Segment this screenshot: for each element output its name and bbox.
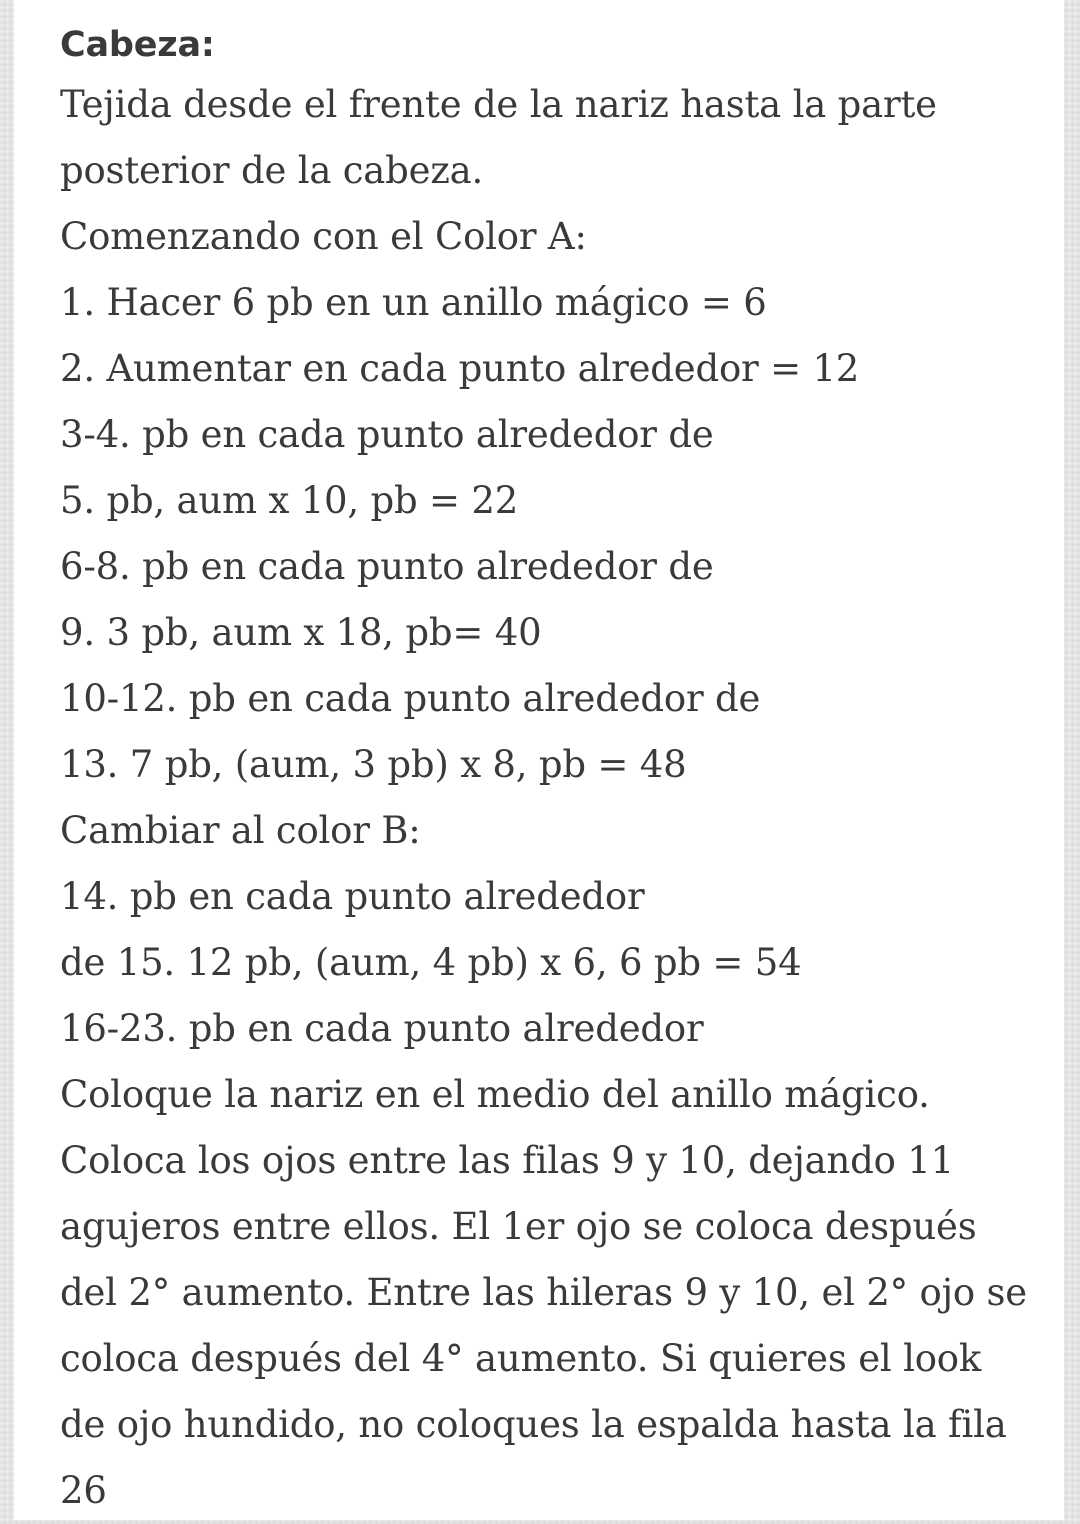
- text-line: Coloca los ojos entre las filas 9 y 10, dejando 11: [60, 1139, 954, 1182]
- text-line: Tejida desde el frente de la nariz hasta la parte: [60, 83, 937, 126]
- pattern-row: de 15. 12 pb, (aum, 4 pb) x 6, 6 pb = 54: [60, 941, 802, 984]
- text-line: posterior de la cabeza.: [60, 149, 484, 192]
- text-line: Cambiar al color B:: [60, 809, 421, 852]
- pattern-row: 5. pb, aum x 10, pb = 22: [60, 479, 519, 522]
- pattern-row: 13. 7 pb, (aum, 3 pb) x 8, pb = 48: [60, 743, 687, 786]
- section-heading: Cabeza:: [60, 25, 215, 65]
- pattern-row: 3-4. pb en cada punto alrededor de: [60, 413, 714, 456]
- text-line: del 2° aumento. Entre las hileras 9 y 10, el 2° ojo se: [60, 1271, 1028, 1314]
- pattern-row: 14. pb en cada punto alrededor: [60, 875, 645, 918]
- text-line: Coloque la nariz en el medio del anillo mágico.: [60, 1073, 930, 1116]
- text-line: 26: [60, 1469, 107, 1512]
- text-line: de ojo hundido, no coloques la espalda hasta la fila: [60, 1403, 1007, 1446]
- content-panel: [14, 0, 1064, 1520]
- pattern-row: 2. Aumentar en cada punto alrededor = 12: [60, 347, 860, 390]
- text-line: Comenzando con el Color A:: [60, 215, 587, 258]
- pattern-row: 6-8. pb en cada punto alrededor de: [60, 545, 714, 588]
- pattern-row: 9. 3 pb, aum x 18, pb= 40: [60, 611, 542, 654]
- text-line: agujeros entre ellos. El 1er ojo se coloca después: [60, 1205, 977, 1248]
- pattern-row: 16-23. pb en cada punto alrededor: [60, 1007, 704, 1050]
- pattern-row: 10-12. pb en cada punto alrededor de: [60, 677, 761, 720]
- text-line: coloca después del 4° aumento. Si quieres el look: [60, 1337, 982, 1380]
- pattern-row: 1. Hacer 6 pb en un anillo mágico = 6: [60, 281, 767, 324]
